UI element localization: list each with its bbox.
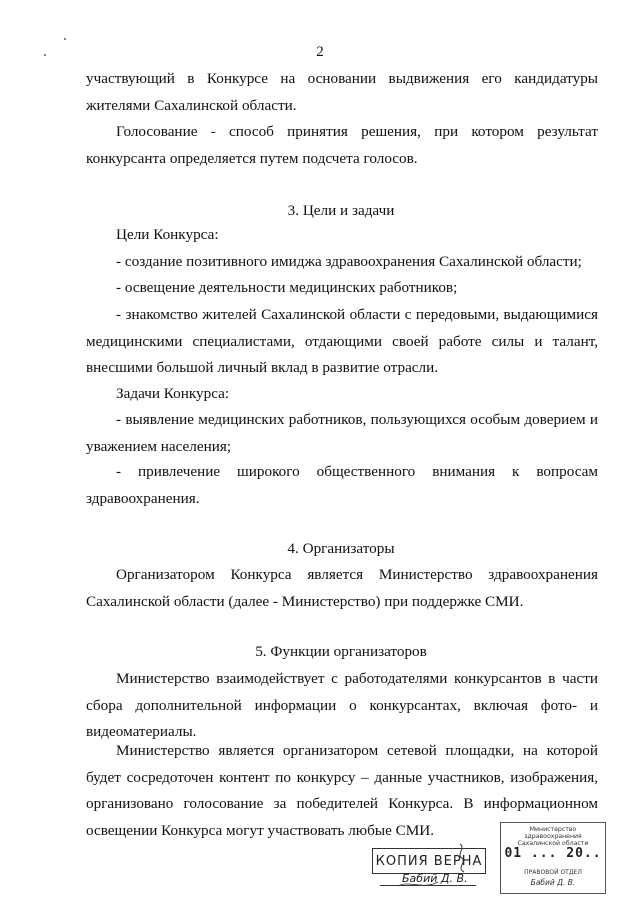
copy-stamp-underline bbox=[380, 885, 476, 886]
goal-item-acquaintance: - знакомство жителей Сахалинской области с передовыми, выдающимися медицинскими специалистами, отдающими своей работе силы и талант, внесшими большой личный вклад в развитие отрасли. bbox=[86, 306, 598, 376]
section-heading-organizers: 4. Организаторы bbox=[287, 540, 395, 557]
registration-stamp-date: 01 ... 20.. bbox=[504, 846, 602, 861]
goal-item-coverage: - освещение деятельности медицинских работников; bbox=[116, 279, 458, 296]
registration-stamp bbox=[500, 822, 606, 894]
task-item-identify: - выявление медицинских работников, пользующихся особым доверием и уважением населения; bbox=[86, 411, 598, 455]
registration-stamp-org: Министерство здравоохранения Сахалинской области bbox=[517, 826, 589, 847]
paragraph-participant-def-cont: участвующий в Конкурсе на основании выдвижения его кандидатуры жителями Сахалинской области. bbox=[86, 70, 598, 114]
copy-stamp-name: Бабий Д. В. bbox=[402, 872, 468, 885]
paragraph-voting-def: Голосование - способ принятия решения, при котором результат конкурсанта определяется путем подсчета голосов. bbox=[86, 123, 598, 167]
paragraph-functions-1: Министерство взаимодействует с работодателями конкурсантов в части сбора дополнительной информации о конкурсантах, включая фото- и видеоматериалы. bbox=[86, 670, 598, 740]
copy-stamp-title: КОПИЯ ВЕРНА bbox=[372, 848, 486, 874]
scan-artifact bbox=[44, 54, 46, 56]
copy-certified-stamp bbox=[368, 842, 494, 892]
goals-label: Цели Конкурса: bbox=[116, 226, 219, 243]
tasks-label: Задачи Конкурса: bbox=[116, 385, 230, 402]
page-number: 2 bbox=[316, 44, 324, 60]
scan-artifact bbox=[64, 38, 66, 40]
section-heading-goals: 3. Цели и задачи bbox=[287, 202, 395, 219]
goal-item-image: - создание позитивного имиджа здравоохранения Сахалинской области; bbox=[116, 253, 582, 270]
registration-stamp-dept: ПРАВОВОЙ ОТДЕЛ bbox=[524, 869, 582, 876]
paragraph-functions-2: Министерство является организатором сетевой площадки, на которой будет сосредоточен контент по конкурсу – данные участников, изображения, организовано голосование за победителей Конкурса. В информационном освещении Конкурса могут участвовать любые СМИ. bbox=[86, 742, 598, 839]
registration-stamp-person: Бабий Д. В. bbox=[530, 878, 576, 887]
section-heading-functions: 5. Функции организаторов bbox=[255, 643, 427, 660]
task-item-attention: - привлечение широкого общественного внимания к вопросам здравоохранения. bbox=[86, 463, 598, 507]
paragraph-organizer: Организатором Конкурса является Министерство здравоохранения Сахалинской области (далее - Министерство) при поддержке СМИ. bbox=[86, 566, 598, 610]
